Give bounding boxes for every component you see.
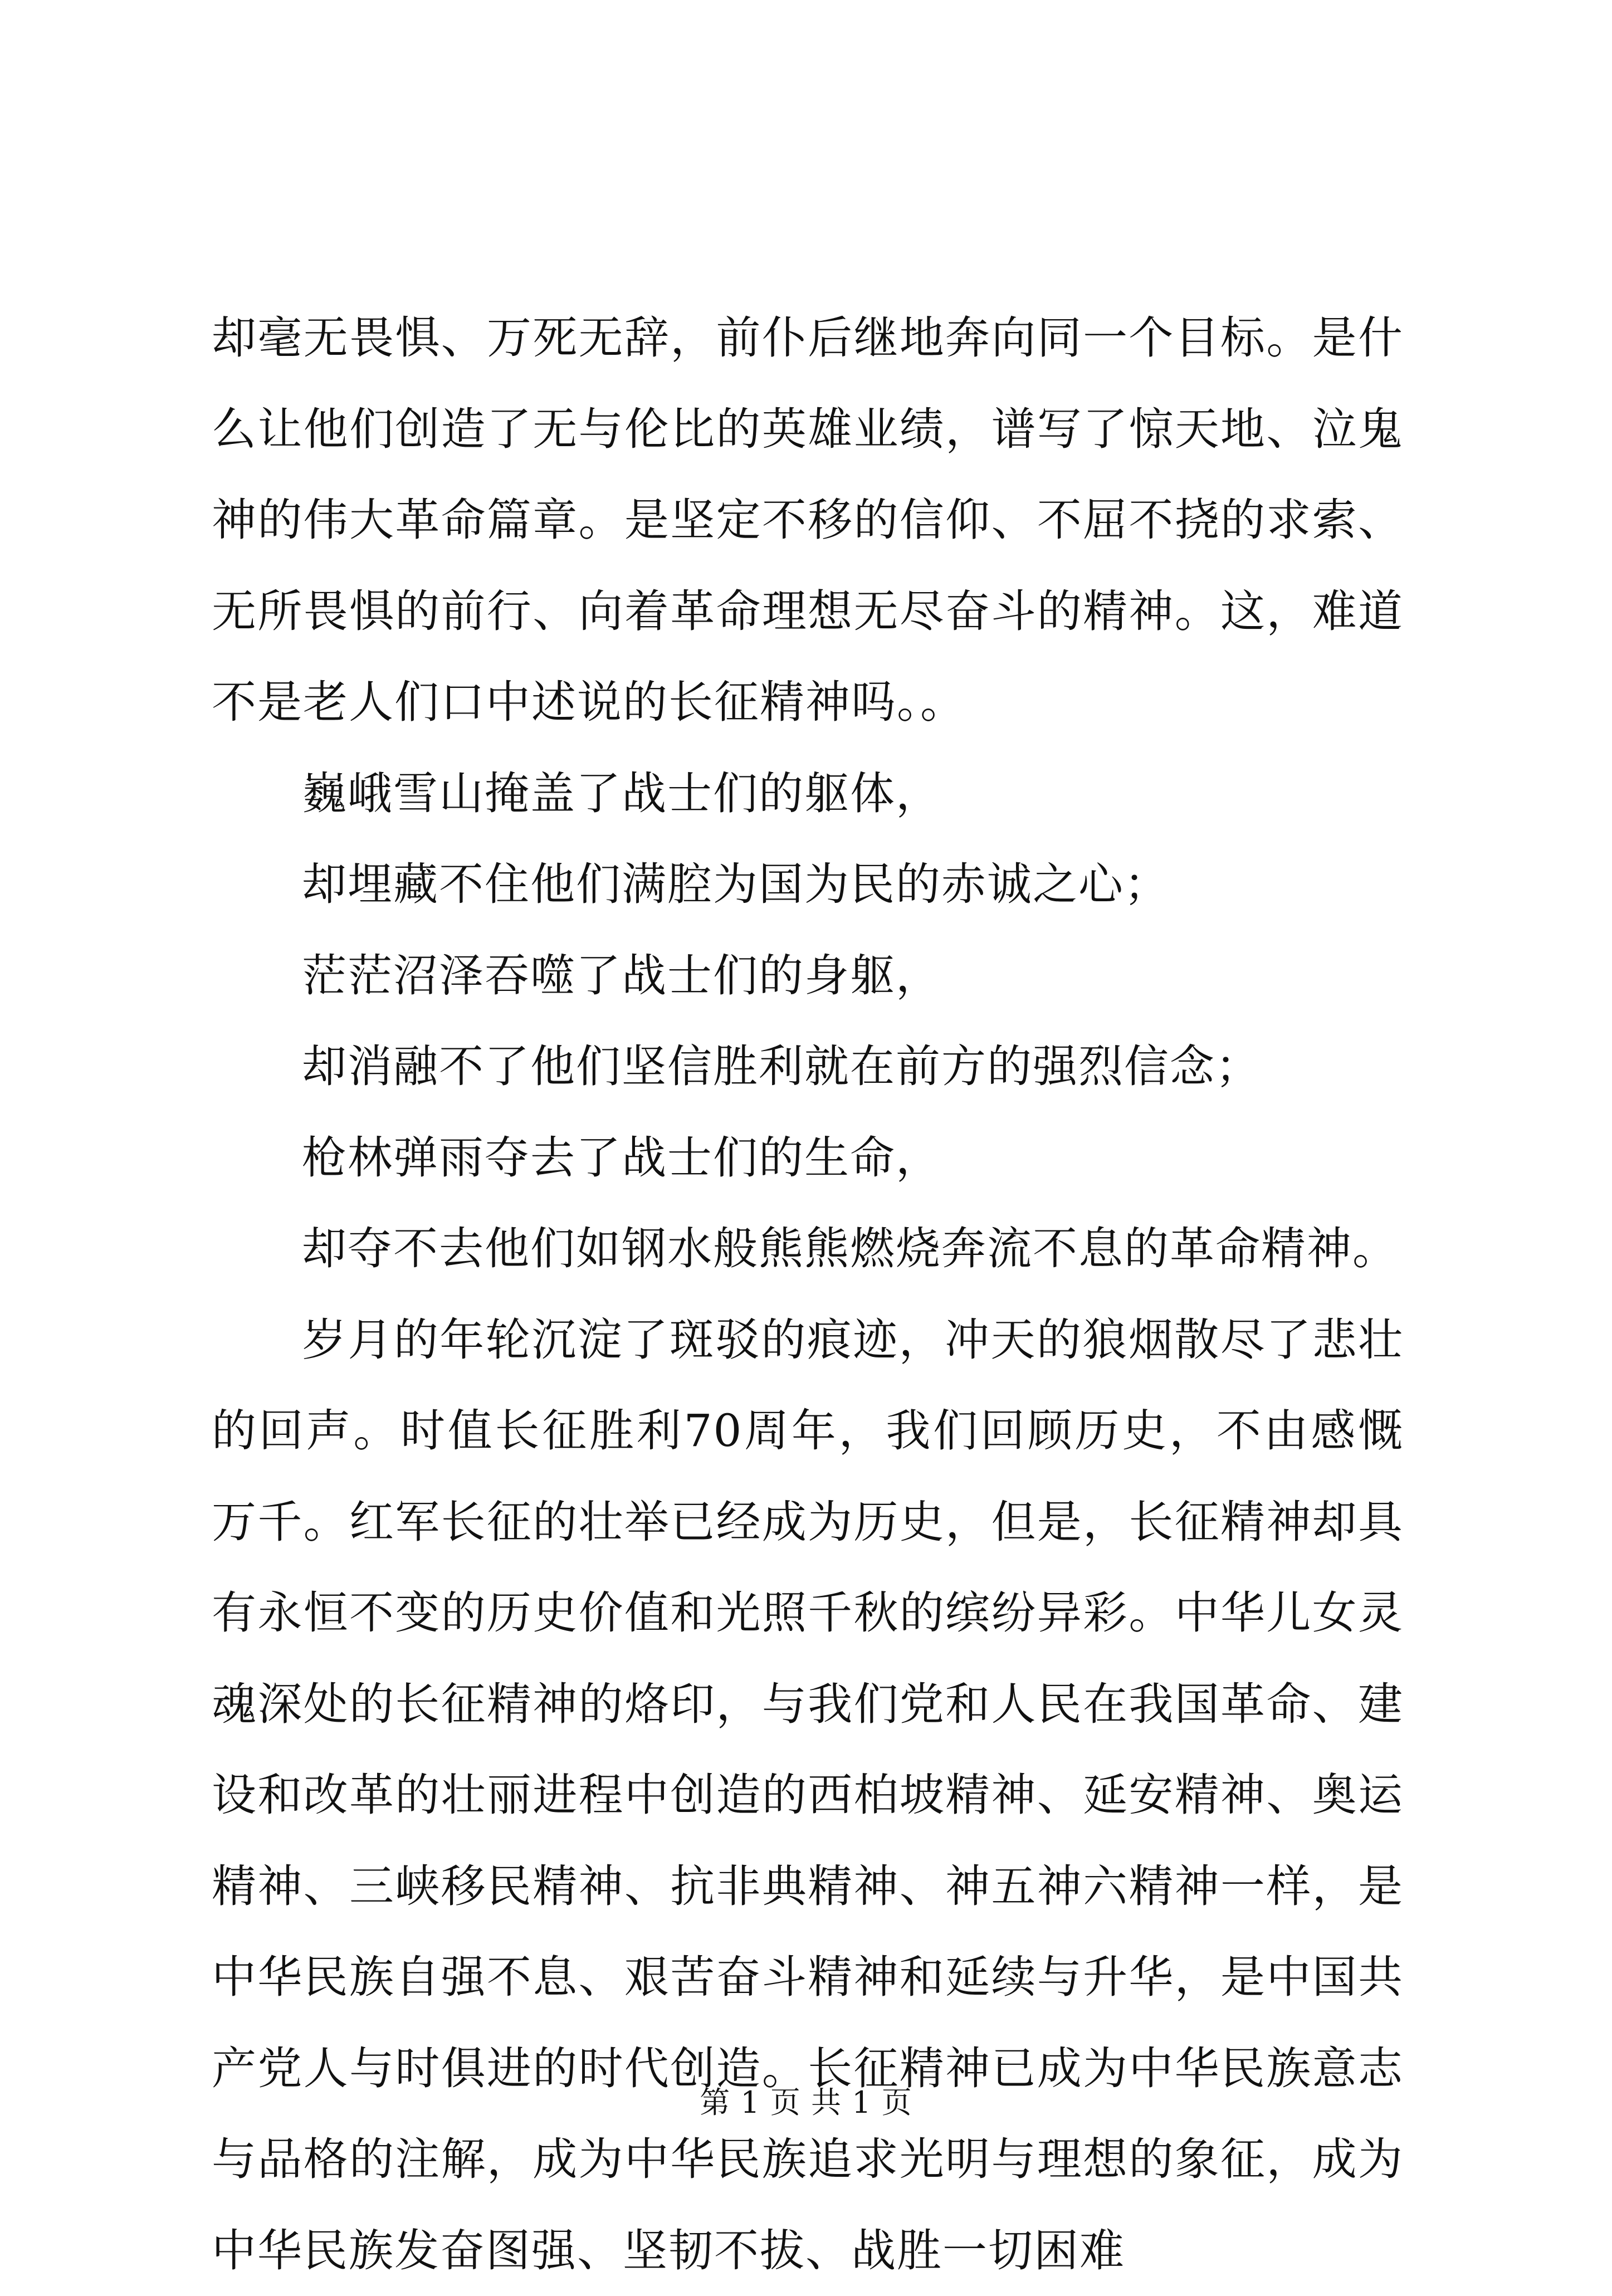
paragraph-opening: 却毫无畏惧、万死无辞，前仆后继地奔向同一个目标。是什么让他们创造了无与伦比的英雄业绩，谱写了惊天地、泣鬼神的伟大革命篇章。是坚定不移的信仰、不屈不挠的求索、无所畏惧的前行、向着革命理想无尽奋斗的精神。这，难道不是老人们口中述说的长征精神吗。。 (212, 292, 1404, 748)
verse-line: 枪林弹雨夺去了战士们的生命， (212, 1112, 1404, 1204)
page-footer: 第 1 页 共 1 页 (0, 2083, 1612, 2122)
paragraph-closing: 岁月的年轮沉淀了斑驳的痕迹，冲天的狼烟散尽了悲壮的回声。时值长征胜利70周年，我们回顾历史，不由感慨万千。红军长征的壮举已经成为历史，但是，长征精神却具有永恒不变的历史价值和光照千秋的缤纷异彩。中华儿女灵魂深处的长征精神的烙印，与我们党和人民在我国革命、建设和改革的壮丽进程中创造的西柏坡精神、延安精神、奥运精神、三峡移民精神、抗非典精神、神五神六精神一样，是中华民族自强不息、艰苦奋斗精神和延续与升华，是中国共产党人与时俱进的时代创造。长征精神已成为中华民族意志与品格的注解，成为中华民族追求光明与理想的象征，成为中华民族发奋图强、坚韧不拔、战胜一切困难 (212, 1294, 1404, 2296)
verse-line: 却埋藏不住他们满腔为国为民的赤诚之心； (212, 839, 1404, 930)
verse-line: 巍峨雪山掩盖了战士们的躯体， (212, 748, 1404, 839)
document-body (212, 292, 1404, 2296)
verse-line: 却消融不了他们坚信胜利就在前方的强烈信念； (212, 1021, 1404, 1112)
verse-line: 却夺不去他们如钢水般熊熊燃烧奔流不息的革命精神。 (212, 1203, 1404, 1294)
verse-line: 茫茫沼泽吞噬了战士们的身躯， (212, 930, 1404, 1022)
